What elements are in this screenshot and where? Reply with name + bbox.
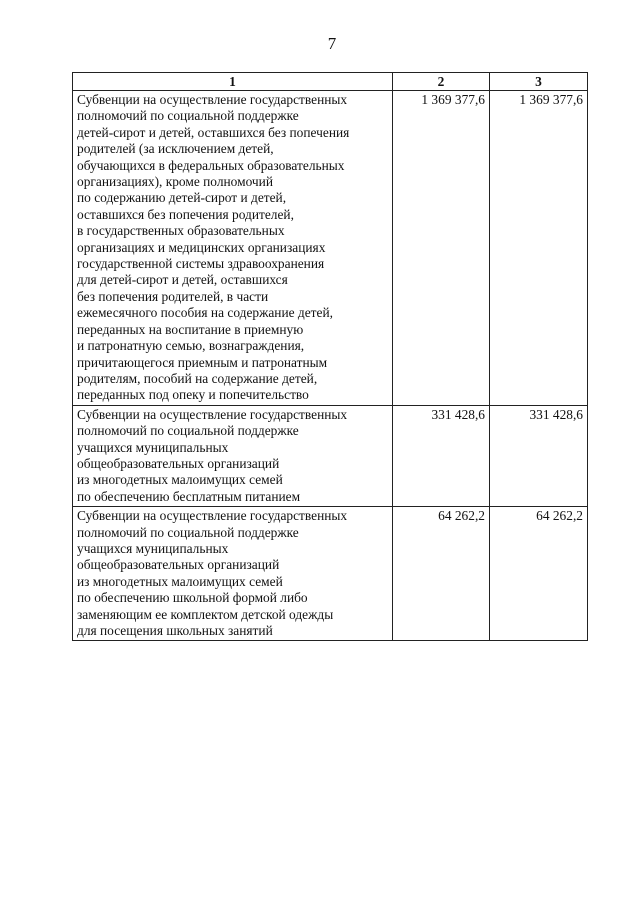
table-header-row bbox=[73, 73, 588, 91]
header-cell-col2: 2 bbox=[393, 73, 490, 91]
row-value-col3: 331 428,6 bbox=[490, 405, 588, 506]
row-value-col2: 64 262,2 bbox=[393, 507, 490, 641]
table-body bbox=[73, 91, 588, 641]
header-cell-col1: 1 bbox=[73, 73, 393, 91]
row-description: Субвенции на осуществление государственных полномочий по социальной поддержке детей-сирот и детей, оставшихся без попечения родителей (за исключением детей, обучающихся в федеральных образовательных организациях), кроме полномочий по содержанию детей-сирот и детей, оставшихся без попечения родителей, в государственных образовательных организациях и медицинских организациях государственной системы здравоохранения для детей-сирот и детей, оставшихся без попечения родителей, в части ежемесячного пособия на содержание детей, переданных на воспитание в приемную и патронатную семью, вознаграждения, причитающегося приемным и патронатным родителям, пособий на содержание детей, переданных под опеку и попечительство bbox=[73, 91, 393, 406]
row-value-col2: 1 369 377,6 bbox=[393, 91, 490, 406]
page-number: 7 bbox=[327, 34, 337, 53]
row-description: Субвенции на осуществление государственных полномочий по социальной поддержке учащихся муниципальных общеобразовательных организаций из многодетных малоимущих семей по обеспечению школьной формой либо заменяющим ее комплектом детской одежды для посещения школьных занятий bbox=[73, 507, 393, 641]
table-row bbox=[73, 91, 588, 406]
row-description: Субвенции на осуществление государственных полномочий по социальной поддержке учащихся муниципальных общеобразовательных организаций из многодетных малоимущих семей по обеспечению бесплатным питанием bbox=[73, 405, 393, 506]
row-value-col2: 331 428,6 bbox=[393, 405, 490, 506]
row-value-col3: 1 369 377,6 bbox=[490, 91, 588, 406]
row-value-col3: 64 262,2 bbox=[490, 507, 588, 641]
header-cell-col3: 3 bbox=[490, 73, 588, 91]
table-row bbox=[73, 507, 588, 641]
subsidies-table bbox=[72, 72, 588, 641]
table-header bbox=[73, 73, 588, 91]
table-row bbox=[73, 405, 588, 506]
